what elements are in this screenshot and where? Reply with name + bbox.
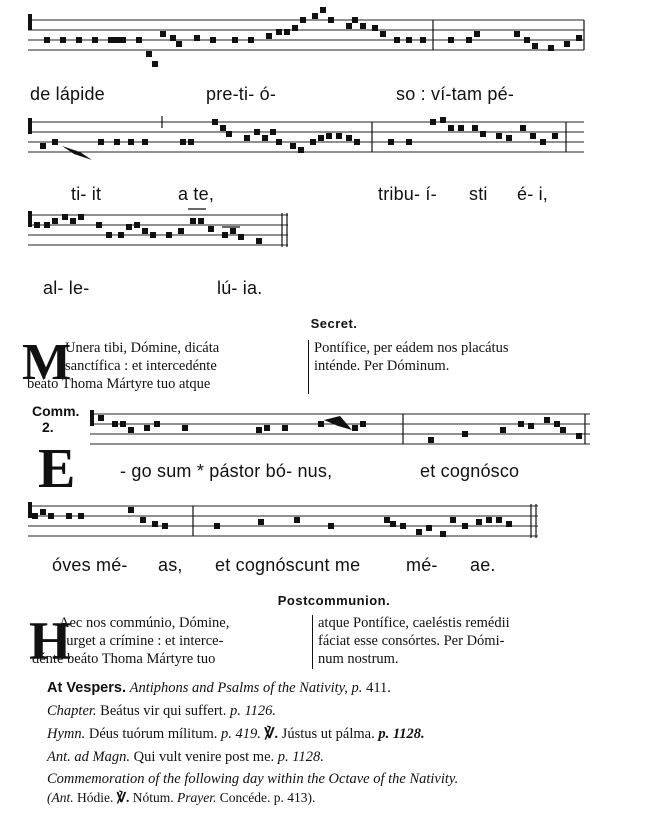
neume-note [118,232,124,238]
lyric-2d: sti [469,184,488,204]
neume-note [530,133,536,139]
c-clef-icon [28,118,32,134]
neume-note [134,222,140,228]
neume-note [462,523,468,529]
vespers-line [47,680,391,697]
neume-note [128,507,134,513]
hymn-text: Déus tuórum mílitum. [88,726,218,742]
neume-note [210,37,216,43]
c-clef-icon [28,502,32,518]
postcommunion-right-column [318,614,510,668]
neume-note [178,228,184,234]
secret-right-line-2: inténde. Per Dóminum. [314,358,450,374]
neume-note [394,37,400,43]
neume-note [114,37,120,43]
neume-note [220,125,226,131]
communion-lyric-2c: et cognóscunt me [215,555,361,575]
lyric-3b: lú- ia. [217,278,263,298]
neume-note [548,45,554,51]
neume-note [128,427,134,433]
communion-mode-number: 2. [42,419,54,435]
neume-note [62,214,68,220]
communion-lyric-2d: mé- [406,555,438,575]
neume-note [406,37,412,43]
neume-note [78,513,84,519]
neume-note [34,222,40,228]
commemoration-ant-text: Hódie. [77,790,114,805]
neume-note [294,517,300,523]
chapter-label: Chapter. [47,703,97,719]
neume-note [198,218,204,224]
hymn-label: Hymn. [47,726,86,742]
chapter-line [47,703,276,720]
vespers-title: At Vespers. [47,680,126,696]
neume-note [180,139,186,145]
secret-heading: Secret. [310,316,358,331]
neume-note [152,61,158,67]
ligature-mark [324,416,352,430]
neume-note [146,51,152,57]
neume-note [214,523,220,529]
neume-note [518,421,524,427]
lyric-2b: a te, [178,184,215,204]
lyric-1c: so : ví-tam pé- [396,84,515,104]
neume-note [500,427,506,433]
communion-lyric-2a: óves mé- [52,555,128,575]
neume-note [416,529,422,535]
neume-note [384,517,390,523]
neume-note [140,517,146,523]
commemoration-ant-label: (Ant. [47,790,74,805]
postcommunion-left-line-3: dénte beáto Thoma Mártyre tuo [32,651,216,667]
neume-note [208,226,214,232]
magnificat-text: Qui vult venire post me. [133,749,275,765]
neume-note [76,37,82,43]
secret-left-line-1: Unera tibi, Dómine, dicáta [65,340,220,356]
neume-note [528,423,534,429]
postcommunion-right-line-2: fáciat esse consórtes. Per Dómi- [318,633,505,649]
secret-left-line-2: sanctífica : et intercedénte [65,358,217,374]
versicle-text: Jústus ut pálma. [281,726,375,742]
neume-note [448,37,454,43]
neume-note [320,7,326,13]
neume-note [458,125,464,131]
neume-note [336,133,342,139]
neume-note [388,139,394,145]
neume-note [276,139,282,145]
neume-note [318,135,324,141]
neume-note [248,37,254,43]
ligature-mark [62,146,92,160]
neume-note [360,23,366,29]
neume-note [128,139,134,145]
secret-left-line-3: beáto Thoma Mártyre tuo atque [27,376,211,392]
neume-note [136,37,142,43]
neume-note [514,31,520,37]
neume-note [406,139,412,145]
neume-note [576,35,582,41]
neume-note [552,133,558,139]
neume-note [310,139,316,145]
neume-note [496,133,502,139]
neume-note [532,43,538,49]
neume-note [106,232,112,238]
neume-note [506,521,512,527]
hymn-line [47,726,425,743]
commemoration-versicle-text: Nótum. [132,790,174,805]
neume-note [32,513,38,519]
neume-note [564,41,570,47]
neume-note [520,125,526,131]
chapter-text: Beátus vir qui suffert. [100,703,227,719]
neume-note [496,517,502,523]
neume-note [194,35,200,41]
neume-note [142,139,148,145]
neume-note [190,218,196,224]
neume-note [462,431,468,437]
neume-note [154,421,160,427]
neume-note [92,37,98,43]
neume-note [282,425,288,431]
lyric-1b: pre-ti- ó- [206,84,277,104]
commemoration-text: Commemoration of the following day within the Octave of the Nativity. [47,771,459,787]
neume-note [474,31,480,37]
neume-note [390,521,396,527]
neume-note [232,37,238,43]
neume-note [372,25,378,31]
neume-note [114,139,120,145]
chant-staff-3 [0,205,668,275]
commemoration-versicle-symbol: ℣. [116,790,130,805]
neume-note [226,131,232,137]
c-clef-icon [28,211,32,227]
lyric-2c: tribu- í- [378,184,437,204]
neume-note [96,222,102,228]
neume-note [70,218,76,224]
commemoration-prayer-text: Concéde. [219,790,271,805]
neume-note [480,131,486,137]
neume-note [312,13,318,19]
neume-note [290,143,296,149]
neume-note [420,37,426,43]
secret-left-column [27,339,219,393]
postcommunion-initial: H [29,611,72,671]
communion-lyric-1b: et cognósco [420,461,520,481]
vespers-antiphons: Antiphons and Psalms of the Nativity, p. [129,680,363,696]
neume-note [40,509,46,515]
neume-note [176,41,182,47]
secret-initial: M [22,334,72,391]
neume-note [430,119,436,125]
versicle-symbol: ℣. [264,726,279,742]
postcommunion-heading: Postcommunion. [277,593,391,608]
postcommunion-right-line-3: num nostrum. [318,651,399,667]
magnificat-page: p. 1128. [277,749,324,765]
neume-note [318,421,324,427]
communion-label-line-1: Comm. [32,403,80,419]
neume-note [162,523,168,529]
neume-note [298,147,304,153]
neume-note [360,421,366,427]
neume-note [540,139,546,145]
neume-note [144,425,150,431]
neume-note [170,35,176,41]
postcommunion-left-line-2: purget a crímine : et interce- [59,633,224,649]
neume-note [258,519,264,525]
neume-note [440,117,446,123]
neume-note [60,37,66,43]
neume-note [476,519,482,525]
neume-note [98,139,104,145]
neume-note [108,37,114,43]
secret-right-column [314,339,508,375]
neume-note [292,25,298,31]
communion-lyric-2e: ae. [470,555,496,575]
c-clef-icon [90,410,94,426]
neume-note [182,425,188,431]
commemoration-page: p. 413). [273,790,316,805]
chant-staff-5 [0,496,668,556]
lyric-2a: ti- it [71,184,102,204]
commemoration-line [47,771,458,788]
magnificat-line [47,749,324,766]
neume-note [544,417,550,423]
neume-note [524,37,530,43]
neume-note [142,228,148,234]
neume-note [222,232,228,238]
versicle-page: p. 1128. [378,726,425,742]
hymn-page: p. 419. [221,726,261,742]
neume-note [152,521,158,527]
postcommunion-right-line-1: atque Pontífice, caeléstis remédii [318,615,510,631]
neume-note [486,517,492,523]
neume-note [576,433,582,439]
communion-initial: E [38,438,76,500]
neume-note [270,129,276,135]
neume-note [160,31,166,37]
neumes-1 [44,7,582,67]
neume-note [352,17,358,23]
neume-note [256,238,262,244]
neume-note [380,31,386,37]
secret-right-line-1: Pontífice, per eádem nos placátus [314,340,509,356]
neume-note [254,129,260,135]
neume-note [448,125,454,131]
neume-note [428,437,434,443]
neume-note [126,224,132,230]
neume-note [44,37,50,43]
communion-lyric-1a: - go sum * pástor bó- nus, [120,461,333,481]
chant-staff-2 [0,108,668,183]
communion-lyric-2b: as, [158,555,183,575]
neume-note [466,37,472,43]
magnificat-label: Ant. ad Magn. [47,749,130,765]
neume-note [98,415,104,421]
neume-note [400,523,406,529]
neume-note [506,135,512,141]
neume-note [300,17,306,23]
vespers-antiphons-page: 411. [366,680,391,696]
chant-staff-1 [0,8,668,88]
neume-note [276,29,282,35]
postcommunion-column-divider [312,615,313,669]
neume-note [284,29,290,35]
neume-note [426,525,432,531]
neume-note [230,228,236,234]
neume-note [44,222,50,228]
neume-note [328,17,334,23]
neume-note [78,214,84,220]
neume-note [266,33,272,39]
neume-note [472,125,478,131]
lyric-3a: al- le- [43,278,90,298]
neume-note [150,232,156,238]
lyric-1a: de lápide [30,84,105,104]
lyric-2e: é- i, [517,184,549,204]
neume-note [66,513,72,519]
neume-note [346,23,352,29]
neume-note [264,425,270,431]
commemoration-detail-line [47,790,315,806]
neume-note [450,517,456,523]
neume-note [120,37,126,43]
neume-note [52,218,58,224]
neume-note [188,139,194,145]
neume-note [256,427,262,433]
neume-note [262,135,268,141]
neume-note [112,421,118,427]
neume-note [52,139,58,145]
neume-note [328,523,334,529]
postcommunion-left-column [32,614,229,668]
neume-note [440,531,446,537]
chapter-page: p. 1126. [229,703,277,719]
neume-note [48,513,54,519]
neume-note [40,143,46,149]
commemoration-prayer-label: Prayer. [177,790,217,805]
postcommunion-left-line-1: Aec nos commúnio, Dómine, [59,615,230,631]
neume-note [244,135,250,141]
chant-staff-4 [0,400,668,460]
neume-note [166,232,172,238]
neume-note [346,135,352,141]
neume-note [326,133,332,139]
neume-note [352,425,358,431]
neume-note [120,421,126,427]
neume-note [354,139,360,145]
neume-note [560,427,566,433]
neume-note [238,234,244,240]
c-clef-icon [28,14,32,30]
neume-note [212,119,218,125]
neume-note [554,421,560,427]
secret-column-divider [308,340,309,394]
